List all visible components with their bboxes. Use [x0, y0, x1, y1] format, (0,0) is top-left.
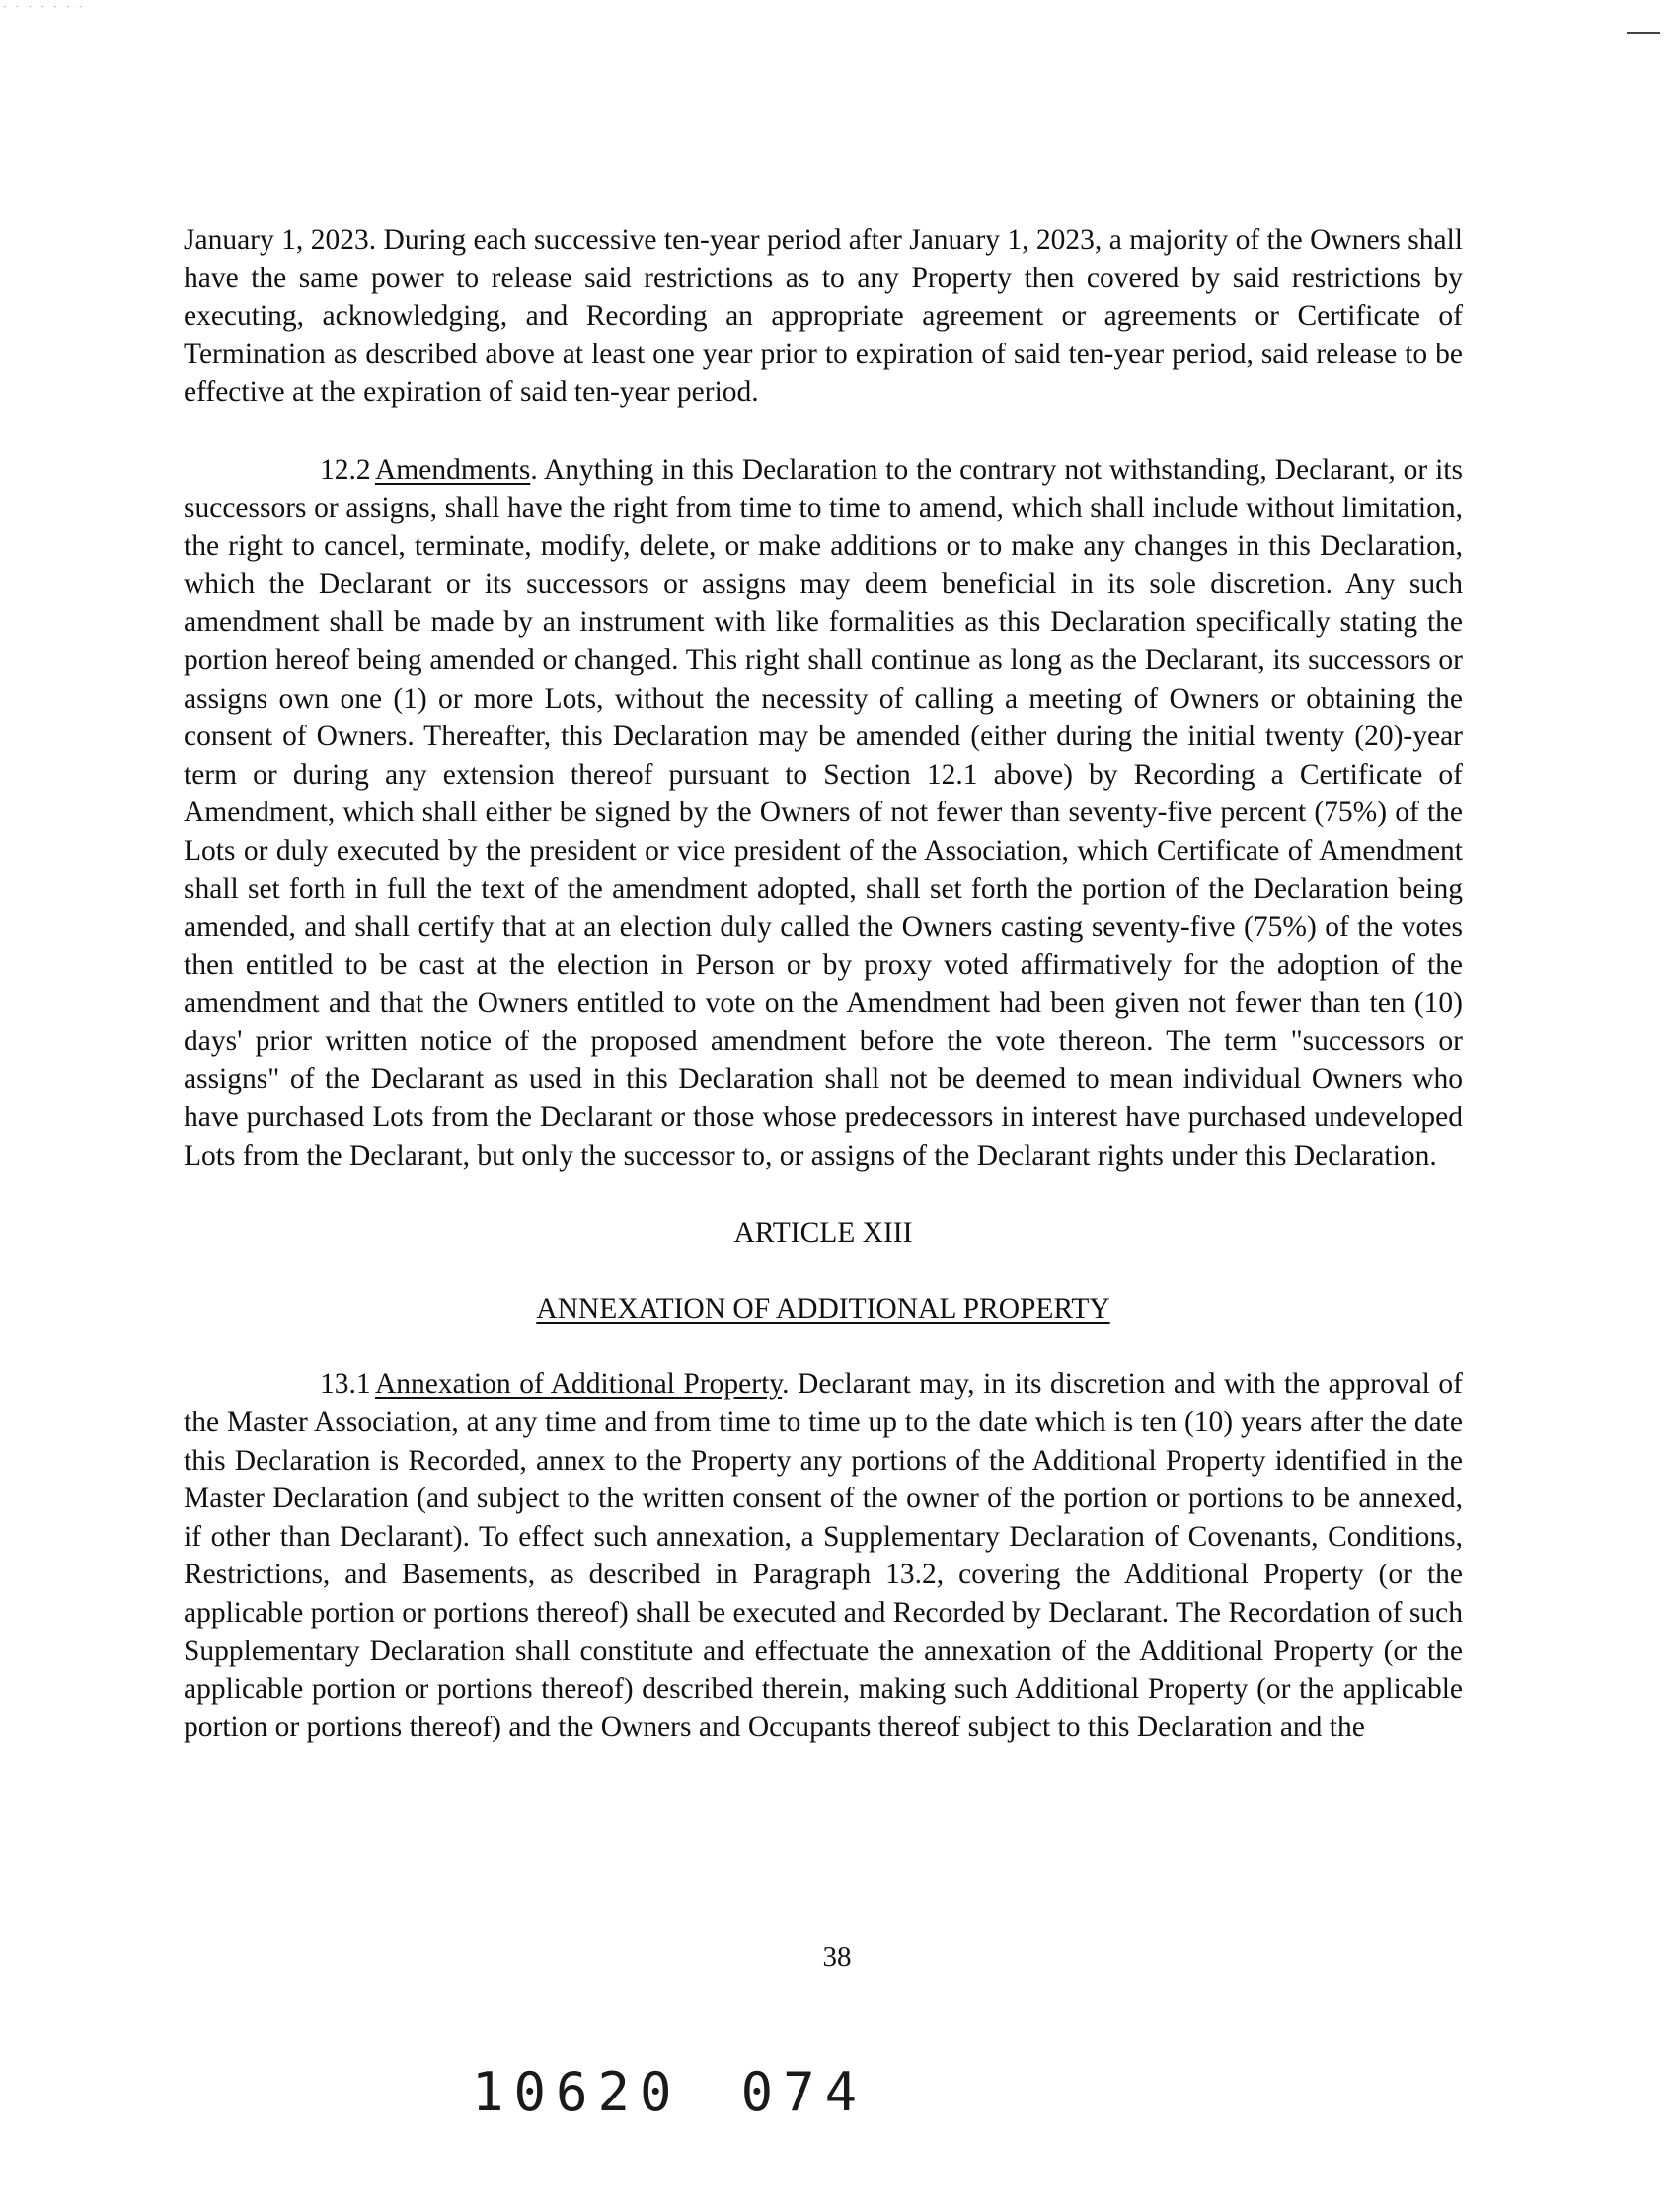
book-page-number: 074	[740, 2061, 868, 2123]
section-number: 13.1	[320, 1368, 371, 1401]
section-number: 12.2	[320, 453, 371, 486]
book-number: 10620	[472, 2061, 682, 2123]
scan-header-mark: - - - - - - -	[2, 2, 85, 12]
article-subtitle	[184, 1290, 1463, 1329]
recording-stamp	[472, 2061, 867, 2123]
section-13-1	[184, 1365, 1463, 1746]
section-text: . Anything in this Declaration to the contrary not withstanding, Declarant, or its successors or assigns, shall have the right from time to time to amend, which shall include without limitation, the right to cancel, terminate, modify, delete, or make additions or to make any changes in this Declaration, which the Declarant or its successors or assigns may deem beneficial in its sole discretion. Any such amendment shall be made by an instrument with like formalities as this Declaration specifically stating the portion hereof being amended or changed. This right shall continue as long as the Declarant, its successors or assigns own one (1) or more Lots, without the necessity of calling a meeting of Owners or obtaining the consent of Owners. Thereafter, this Declaration may be amended (either during the initial twenty (20)-year term or during any extension thereof pursuant to Section 12.1 above) by Recording a Certificate of Amendment, which shall either be signed by the Owners of not fewer than seventy-five percent (75%) of the Lots or duly executed by the president or vice president of the Association, which Certificate of Amendment shall set forth in full the text of the amendment adopted, shall set forth the portion of the Declaration being amended, and shall certify that at an election duly called the Owners casting seventy-five (75%) of the votes then entitled to be cast at the election in Person or by proxy voted affirmatively for the adoption of the amendment and that the Owners entitled to vote on the Amendment had been given not fewer than ten (10) days' prior written notice of the proposed amendment before the vote thereon. The term "successors or assigns" of the Declarant as used in this Declaration shall not be deemed to mean individual Owners who have purchased Lots from the Declarant or those whose predecessors in interest have purchased undeveloped Lots from the Declarant, but only the successor to, or assigns of the Declarant rights under this Declaration.	[184, 453, 1463, 1172]
page-number: 38	[822, 1942, 852, 1973]
section-text: . Declarant may, in its discretion and with the approval of the Master Association, at any time and from time to time up to the date which is ten (10) years after the date this Declaration is Recorded, annex to the Property any portions of the Additional Property identified in the Master Declaration (and subject to the written consent of the owner of the portion or portions to be annexed, if other than Declarant). To effect such annexation, a Supplementary Declaration of Covenants, Conditions, Restrictions, and Basements, as described in Paragraph 13.2, covering the Additional Property (or the applicable portion or portions thereof) shall be executed and Recorded by Declarant. The Recordation of such Supplementary Declaration shall constitute and effectuate the annexation of the Additional Property (or the applicable portion or portions thereof) described therein, making such Additional Property (or the applicable portion or portions thereof) and the Owners and Occupants thereof subject to this Declaration and the	[184, 1368, 1463, 1743]
article-title: ARTICLE XIII	[733, 1217, 913, 1250]
article-subtitle-text: ANNEXATION OF ADDITIONAL PROPERTY	[536, 1292, 1110, 1325]
paragraph-continuation: January 1, 2023. During each successive ten-year period after January 1, 2023, a majority of the Owners shall have the same power to release said restrictions as to any Property then covered by said restrictions by executing, acknowledging, and Recording an appropriate agreement or agreements or Certificate of Termination as described above at least one year prior to expiration of said ten-year period, said release to be effective at the expiration of said ten-year period.	[184, 224, 1463, 409]
section-12-2	[184, 451, 1463, 1175]
section-title: Amendments	[375, 453, 531, 486]
section-title: Annexation of Additional Property	[375, 1368, 783, 1401]
document-body	[184, 221, 1463, 1746]
corner-rule	[1627, 32, 1660, 34]
